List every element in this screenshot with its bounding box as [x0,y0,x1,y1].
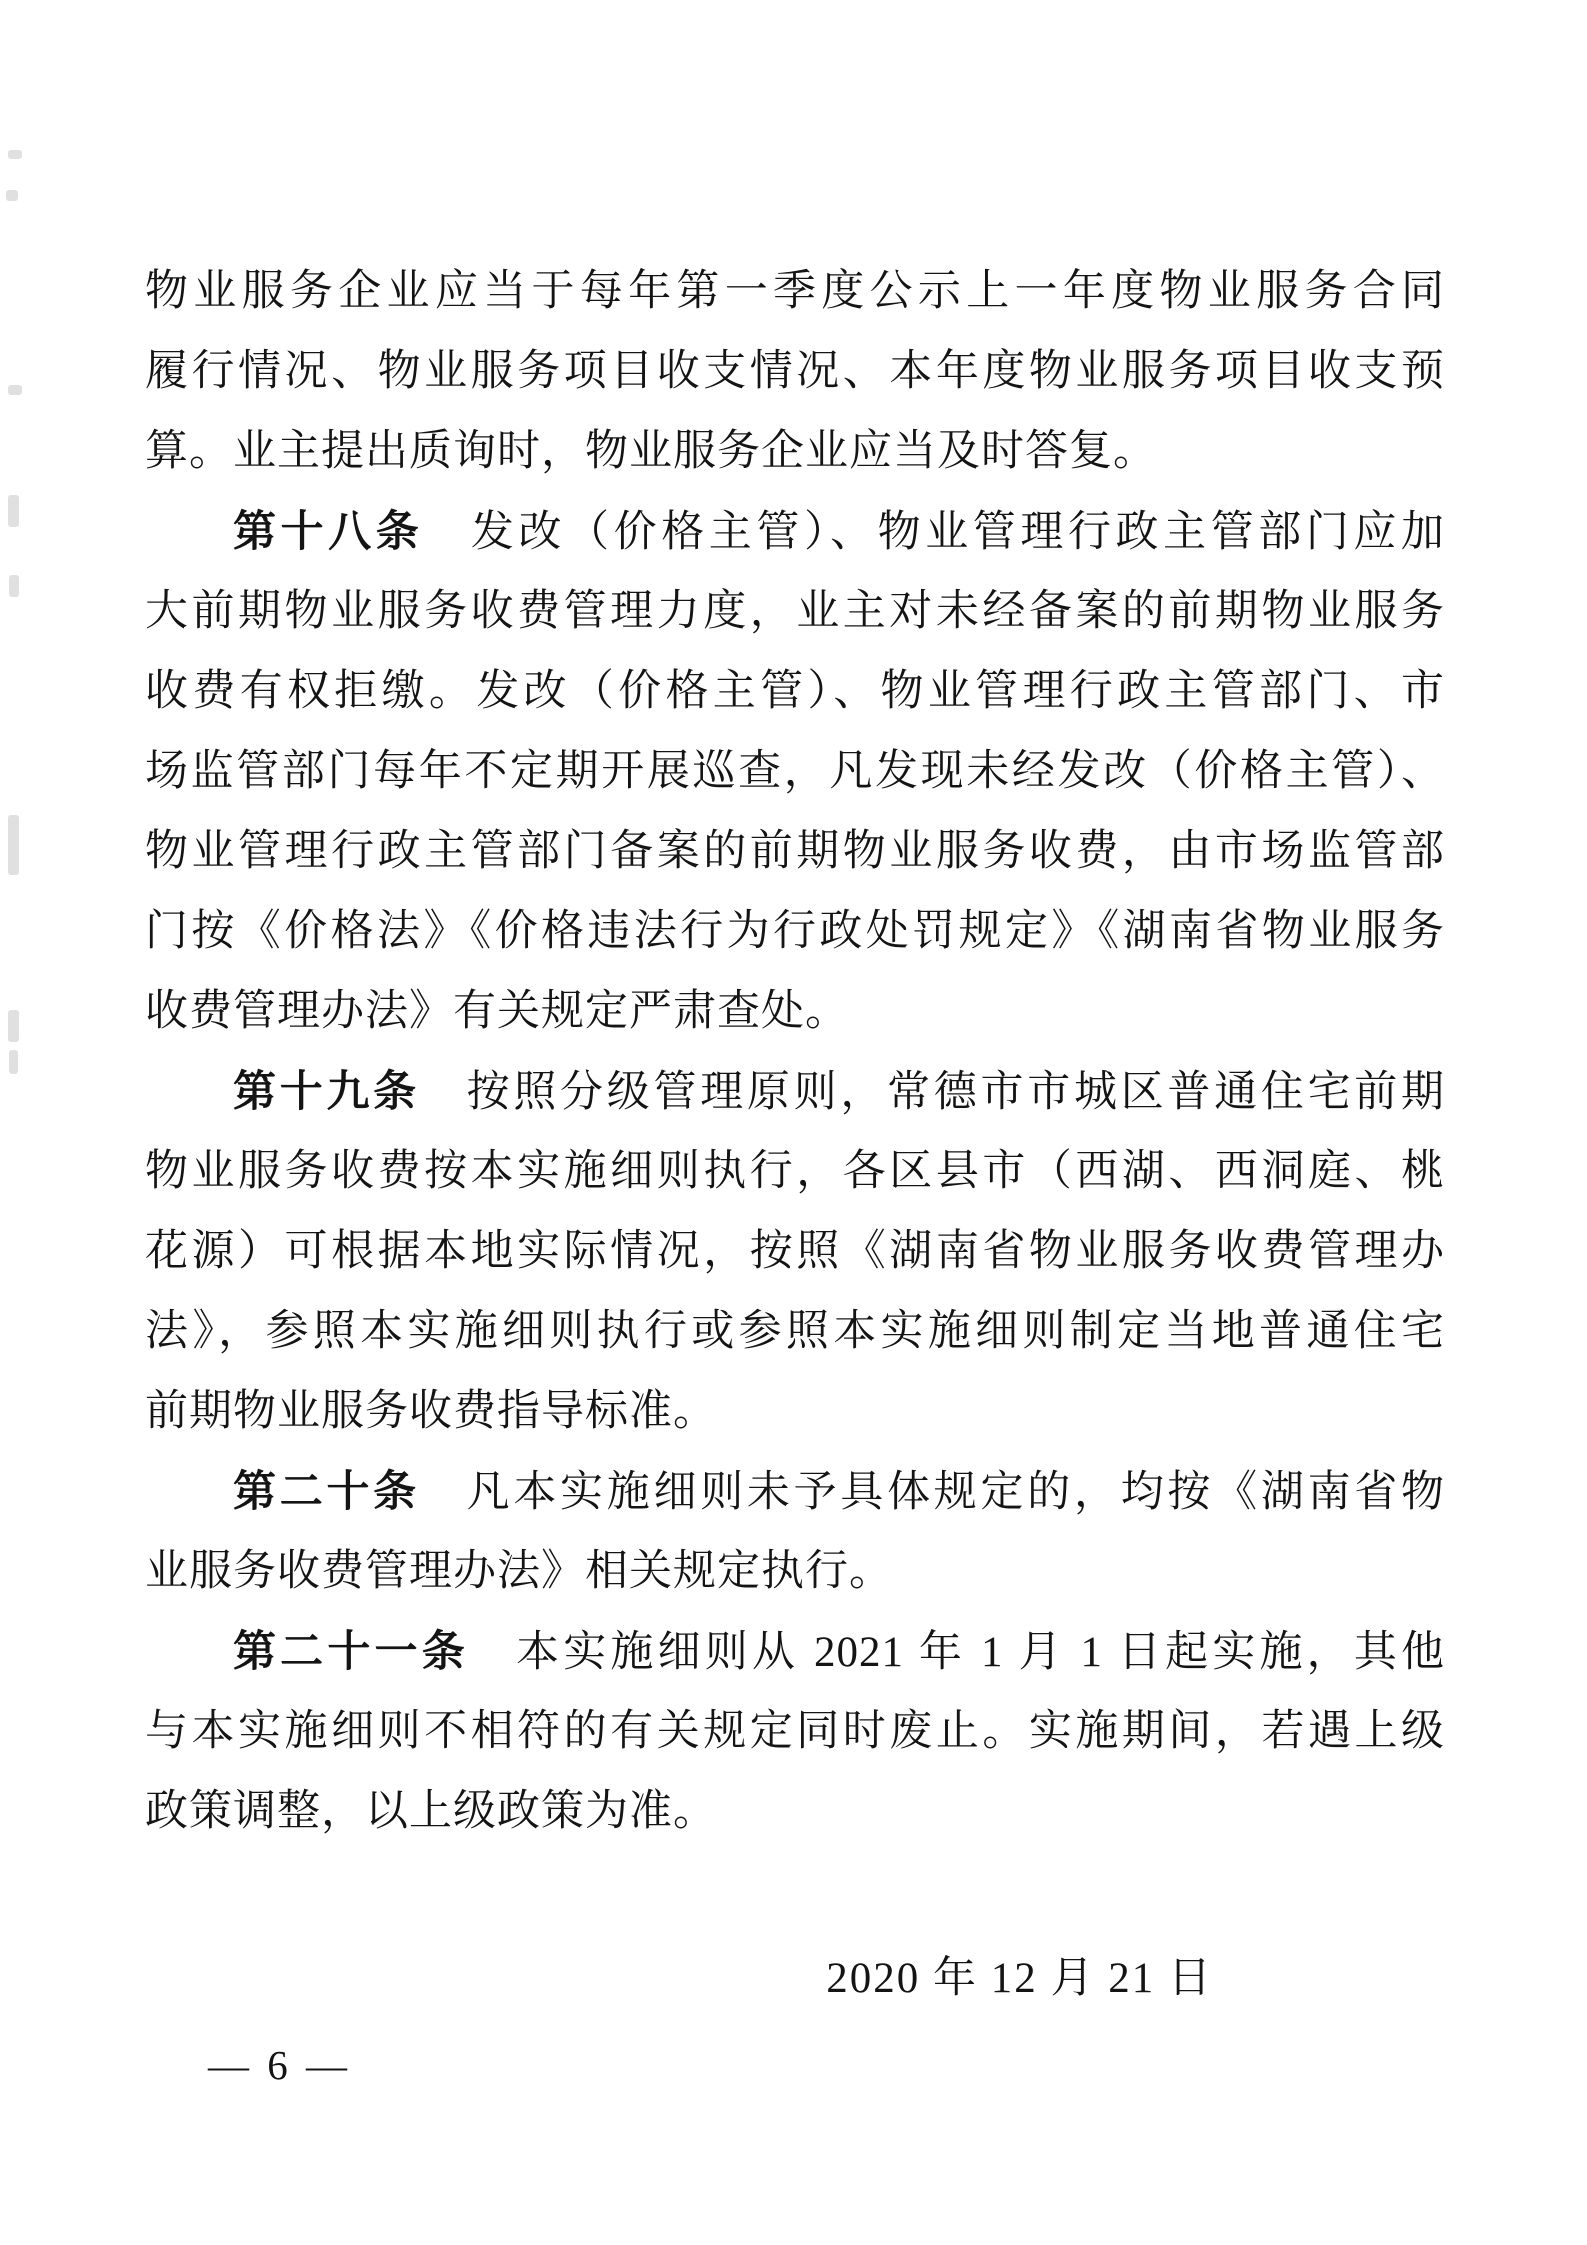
scan-artifact [8,1010,19,1042]
text-line: 第十八条 发改（价格主管）、物业管理行政主管部门应加 [233,508,1446,556]
scan-artifact [9,575,19,597]
text-line: 法》，参照本实施细则执行或参照本实施细则制定当地普通住宅 [145,1308,1445,1355]
text-line: 与本实施细则不相符的有关规定同时废止。实施期间，若遇上级 [145,1708,1445,1755]
scan-artifact [8,495,19,527]
document-date: 2020 年 12 月 21 日 [826,1955,1213,2002]
scan-artifact [8,385,22,395]
text-line: 场监管部门每年不定期开展巡查，凡发现未经发改（价格主管）、 [145,748,1445,795]
article-number: 第十八条 [233,508,424,556]
document-body [145,252,1445,2019]
scan-artifact [8,150,22,159]
text-line: 物业服务企业应当于每年第一季度公示上一年度物业服务合同 [145,268,1445,315]
text-line: 业服务收费管理办法》相关规定执行。 [145,1548,893,1595]
text-line: 大前期物业服务收费管理力度，业主对未经备案的前期物业服务 [145,588,1445,635]
document-lines [145,252,1445,1852]
text-line: 门按《价格法》《价格违法行为行政处罚规定》《湖南省物业服务 [145,908,1445,955]
text-line: 算。业主提出质询时，物业服务企业应当及时答复。 [145,428,1157,475]
article-number: 第十九条 [233,1068,420,1116]
text-line: 履行情况、物业服务项目收支情况、本年度物业服务项目收支预 [145,348,1445,395]
text-line: 物业管理行政主管部门备案的前期物业服务收费，由市场监管部 [145,828,1445,875]
text-line: 收费有权拒缴。发改（价格主管）、物业管理行政主管部门、市 [145,668,1445,715]
article-number: 第二十条 [233,1468,420,1516]
text-line: 第二十一条 本实施细则从 2021 年 1 月 1 日起实施，其他 [233,1628,1446,1676]
article-number: 第二十一条 [233,1628,469,1676]
text-line: 花源）可根据本地实际情况，按照《湖南省物业服务收费管理办 [145,1228,1445,1275]
text-line: 收费管理办法》有关规定严肃查处。 [145,988,849,1035]
page-number: — 6 — [208,2042,351,2088]
text-line: 第二十条 凡本实施细则未予具体规定的，均按《湖南省物 [233,1468,1446,1516]
text-line: 前期物业服务收费指导标准。 [145,1388,717,1435]
scan-artifact [8,815,19,875]
scan-artifact [6,190,18,201]
text-line: 政策调整，以上级政策为准。 [145,1788,717,1835]
text-line: 第十九条 按照分级管理原则，常德市市城区普通住宅前期 [233,1068,1446,1116]
text-line: 物业服务收费按本实施细则执行，各区县市（西湖、西洞庭、桃 [145,1148,1445,1195]
scan-artifact [9,1050,18,1074]
